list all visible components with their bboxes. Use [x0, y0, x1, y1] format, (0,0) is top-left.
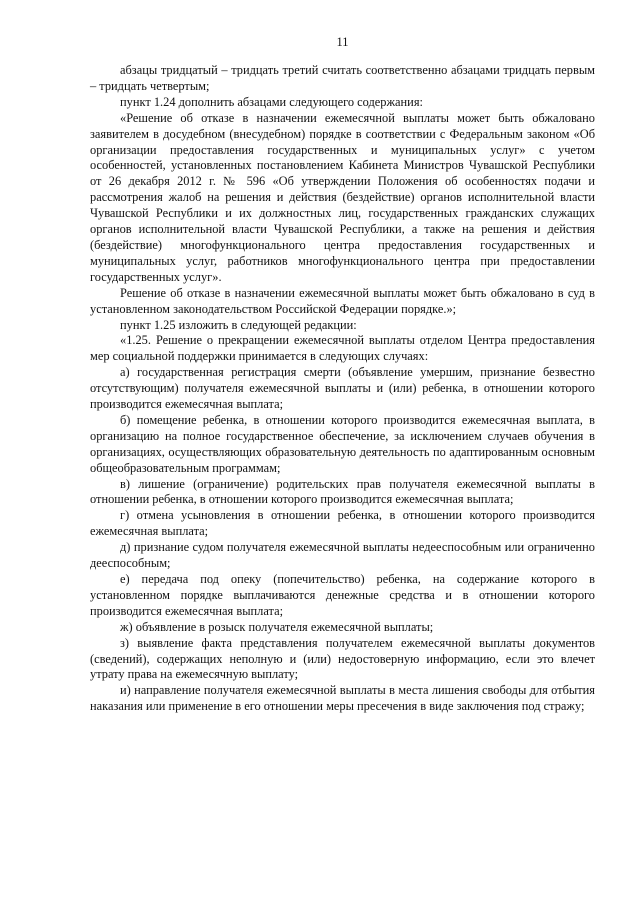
list-item-b: б) помещение ребенка, в отношении которого производится ежемесячная выплата, в организацию на полное государственное обеспечение, за исключением случаев обучения в организациях, осуществляющих образовательную деятельность по адаптированным основным общеобразовательным программам;	[90, 412, 595, 475]
list-item-a: а) государственная регистрация смерти (объявление умершим, признание безвестно отсутствующим) получателя ежемесячной выплаты и (или) ребенка, в отношении которого производится ежемесячная выплата;	[90, 365, 595, 412]
list-item-z: з) выявление факта представления получателем ежемесячной выплаты документов (сведений), содержащих неполную и (или) недостоверную информацию, если это влечет утрату права на ежемесячную выплату;	[90, 635, 595, 682]
paragraph-renumbering-note: абзацы тридцатый – тридцать третий считать соответственно абзацами тридцать первым – тридцать четвертым;	[90, 63, 595, 93]
document-page	[90, 34, 595, 715]
list-item-e: е) передача под опеку (попечительство) ребенка, на содержание которого в установленном порядке выплачиваются денежные средства и в отношении которого производится ежемесячная выплата;	[90, 572, 595, 618]
paragraph-point-1-25-intro: пункт 1.25 изложить в следующей редакции:	[120, 317, 357, 332]
paragraph-point-1-24-intro: пункт 1.24 дополнить абзацами следующего содержания:	[120, 94, 423, 109]
paragraph-appeal-pretrial: «Решение об отказе в назначении ежемесячной выплаты может быть обжаловано заявителем в досудебном (внесудебном) порядке в соответствии с Федеральным законом «Об организации предоставления государственных и муниципальных услуг» с учетом особенностей, установленных постановлением Кабинета Министров Чувашской Республики от 26 декабря 2012 г. № 596 «Об утверждении Положения об особенностях подачи и рассмотрения жалоб на решения и действия (бездействие) органов исполнительной власти Чувашской Республики и их должностных лиц, государственных гражданских служащих органов исполнительной власти Чувашской Республики, а также на решения и действия (бездействие) многофункционального центра предоставления государственных и муниципальных услуг, работников многофункционального центра при предоставлении государственных услуг».	[90, 110, 595, 284]
paragraph-point-1-25: «1.25. Решение о прекращении ежемесячной выплаты отделом Центра предоставления мер социальной поддержки принимается в следующих случаях:	[90, 333, 595, 364]
page-number: 11	[336, 35, 349, 49]
list-item-g: г) отмена усыновления в отношении ребенка, в отношении которого производится ежемесячная выплата;	[90, 508, 595, 539]
list-item-d: д) признание судом получателя ежемесячной выплаты недееспособным или ограниченно дееспособным;	[90, 540, 595, 571]
list-item-zh: ж) объявление в розыск получателя ежемесячной выплаты;	[120, 619, 434, 634]
list-item-v: в) лишение (ограничение) родительских прав получателя ежемесячной выплаты в отношении ребенка, в отношении которого производится ежемесячная выплата;	[90, 476, 595, 507]
list-item-i: и) направление получателя ежемесячной выплаты в места лишения свободы для отбытия наказания или применение в его отношении меры пресечения в виде заключения под стражу;	[90, 683, 595, 714]
paragraph-appeal-court: Решение об отказе в назначении ежемесячной выплаты может быть обжаловано в суд в установленном законодательством Российской Федерации порядке.»;	[90, 285, 595, 316]
